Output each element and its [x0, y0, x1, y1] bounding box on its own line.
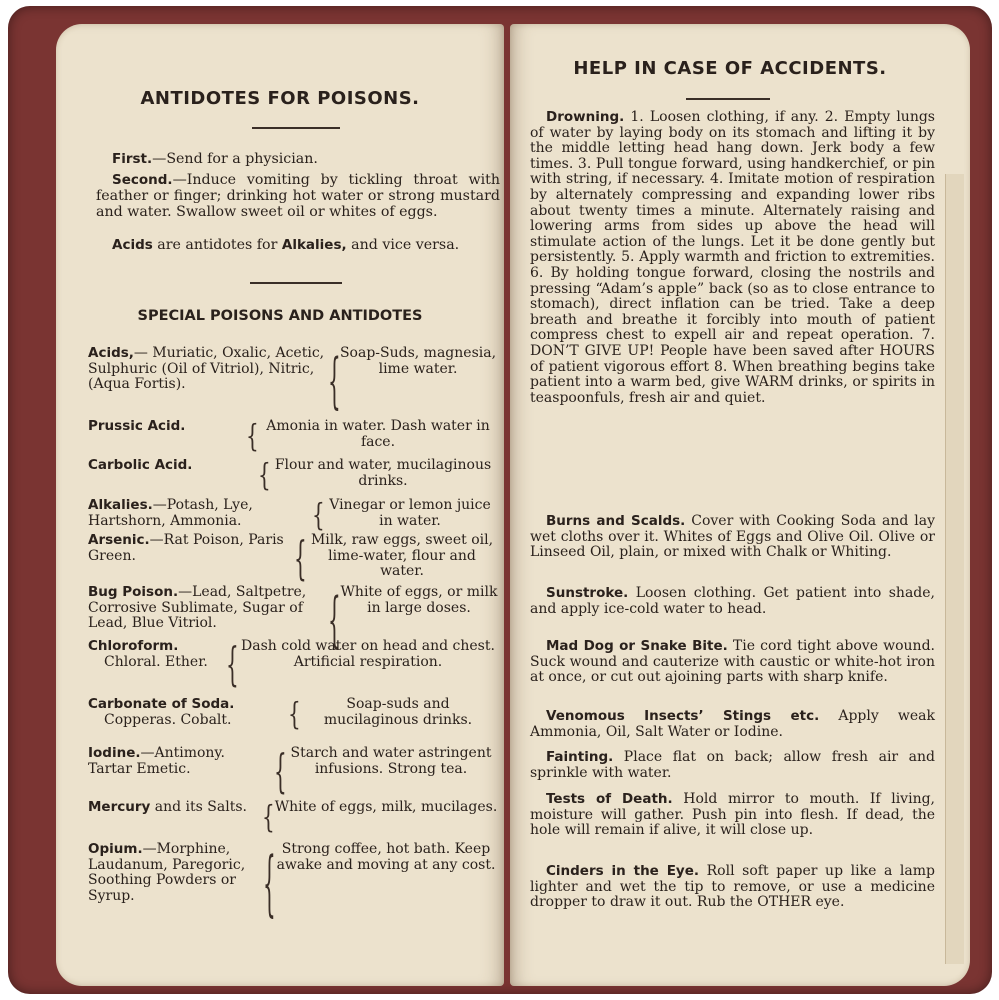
- first-paragraph: [112, 152, 500, 168]
- accident-text: Tie cord tight above wound. Suck wound and cauterize with caustic or white-hot iron at once, or cut out ajoining parts with sharp knife.: [530, 638, 935, 686]
- poison-subtypes: —Antimony. Tartar Emetic.: [88, 745, 225, 777]
- poison-heading: Opium.: [88, 841, 143, 857]
- poison-name: [88, 697, 268, 728]
- poison-heading: Acids,: [88, 345, 134, 361]
- poison-subtypes: —Morphine, Laudanum, Paregoric, Soothing Powders or Syrup.: [88, 841, 246, 904]
- brace-icon: {: [262, 798, 275, 836]
- poison-name: [88, 746, 266, 777]
- acids-middle-text: are antidotes for: [152, 237, 282, 253]
- poison-name: [88, 458, 238, 474]
- poison-name: [88, 419, 238, 435]
- title-divider: [252, 127, 340, 129]
- brace-icon: {: [328, 344, 341, 416]
- poison-heading: Chloroform.: [88, 638, 179, 654]
- brace-icon: {: [226, 637, 239, 692]
- brace-icon: {: [328, 583, 341, 655]
- accident-heading: Fainting.: [546, 749, 614, 765]
- poison-heading: Alkalies.: [88, 497, 153, 513]
- poison-subtypes: Copperas. Cobalt.: [104, 711, 232, 728]
- antidote-text: Soap-suds and mucilaginous drinks.: [323, 696, 473, 728]
- brace-icon: {: [258, 456, 271, 494]
- accident-heading: Drowning.: [546, 109, 625, 125]
- poison-heading: Iodine.: [88, 745, 141, 761]
- poison-heading: Arsenic.: [88, 532, 150, 548]
- poison-name: [88, 346, 328, 393]
- accident-heading: Tests of Death.: [546, 791, 673, 807]
- accident-heading: Venomous Insects’ Stings etc.: [546, 708, 820, 724]
- acids-heading: Acids: [112, 237, 153, 253]
- acids-paragraph: [96, 238, 500, 254]
- poison-subtypes: —Potash, Lye, Hartshorn, Ammonia.: [88, 497, 253, 529]
- accident-text: Cover with Cooking Soda and lay wet cloths over it. Whites of Eggs and Olive Oil. Olive or Linseed Oil, plain, or mixed with Chalk or Whiting.: [530, 513, 935, 561]
- poison-name: [88, 800, 248, 816]
- book-cover: [8, 6, 992, 994]
- antidote-text: Amonia in water. Dash water in face.: [266, 418, 490, 450]
- poison-heading: Prussic Acid.: [88, 418, 186, 434]
- right-title-divider: [686, 98, 770, 100]
- antidote-text: Starch and water astringent infusions. Strong tea.: [290, 745, 492, 777]
- accident-section: [530, 709, 935, 740]
- antidote-text: Milk, raw eggs, sweet oil, lime-water, flour and water.: [310, 532, 494, 579]
- left-page-title: ANTIDOTES FOR POISONS.: [140, 88, 420, 109]
- alkalies-heading: Alkalies,: [281, 237, 347, 253]
- section-divider: [250, 282, 342, 284]
- accident-section: [530, 864, 935, 911]
- antidote-text: Flour and water, mucilaginous drinks.: [274, 457, 492, 489]
- poison-subtypes: Chloral. Ether.: [104, 653, 208, 670]
- first-text: —Send for a physician.: [152, 151, 318, 167]
- accident-text: Loosen clothing. Get patient into shade, and apply ice-cold water to head.: [530, 585, 935, 617]
- accident-section: [530, 514, 935, 561]
- poison-name: [88, 585, 324, 632]
- accident-text: Place flat on back; allow fresh air and sprinkle with water.: [530, 749, 935, 781]
- poison-name: [88, 533, 298, 564]
- poison-name: [88, 639, 218, 670]
- special-poisons-title: SPECIAL POISONS AND ANTIDOTES: [137, 308, 423, 324]
- accident-text: Hold mirror to mouth. If living, moisture will gather. Push pin into flesh. If dead, the hole will remain if alive, it will close up.: [530, 791, 936, 839]
- second-heading: Second.: [112, 172, 173, 188]
- accident-section: [530, 750, 935, 781]
- second-paragraph: [96, 173, 500, 220]
- poison-subtypes: and its Salts.: [150, 799, 247, 815]
- acids-end-text: and vice versa.: [346, 237, 460, 253]
- accident-section: [530, 792, 935, 839]
- brace-icon: {: [246, 417, 259, 455]
- antidote-text: Strong coffee, hot bath. Keep awake and moving at any cost.: [276, 841, 496, 873]
- right-page-title: HELP IN CASE OF ACCIDENTS.: [573, 58, 887, 79]
- antidote-text: White of eggs, or milk in large doses.: [340, 584, 498, 616]
- antidote-text: Soap-Suds, magnesia, lime water.: [339, 345, 497, 377]
- poison-heading: Mercury: [88, 799, 151, 815]
- accident-text: Apply weak Ammonia, Oil, Salt Water or Iodine.: [530, 708, 935, 740]
- antidote-text: Dash cold water on head and chest. Artificial respiration.: [241, 638, 495, 670]
- poison-heading: Carbolic Acid.: [88, 457, 193, 473]
- brace-icon: {: [312, 496, 325, 534]
- left-page: [56, 24, 504, 986]
- antidote-text: White of eggs, milk, mucilages.: [274, 799, 498, 815]
- poison-subtypes: —Lead, Saltpetre, Corrosive Sublimate, Sugar of Lead, Blue Vitriol.: [88, 584, 307, 631]
- accident-section: [530, 586, 935, 617]
- right-page: [510, 24, 970, 986]
- poison-heading: Carbonate of Soda.: [88, 696, 235, 712]
- accident-heading: Mad Dog or Snake Bite.: [546, 638, 728, 654]
- poison-name: [88, 842, 258, 904]
- brace-icon: {: [294, 531, 307, 586]
- accident-heading: Cinders in the Eye.: [546, 863, 700, 879]
- brace-icon: {: [263, 840, 276, 926]
- poison-name: [88, 498, 310, 529]
- poison-subtypes: —Rat Poison, Paris Green.: [88, 532, 284, 564]
- accident-section: [530, 110, 935, 406]
- first-heading: First.: [112, 151, 153, 167]
- brace-icon: {: [288, 695, 301, 733]
- accident-heading: Burns and Scalds.: [546, 513, 686, 529]
- second-text: —Induce vomiting by tickling throat with feather or finger; drinking hot water or strong mustard and water. Swallow sweet oil or whites of eggs.: [96, 172, 500, 220]
- accident-heading: Sunstroke.: [546, 585, 629, 601]
- page-edge-strip: [945, 174, 964, 964]
- accident-text: 1. Loosen clothing, if any. 2. Empty lungs of water by laying body on its stomach and lifting it by the middle letting head hang down. Jerk body a few times. 3. Pull tongue forward, using handkerchief, or pin with string, if necessary. 4. Imitate motion of respiration by alternately compressing and expanding lower ribs about twenty times a minute. Alternately raising and lowering arms from sides up above the head will stimulate action of the lungs. Let it be done gently but persistently. 5. Apply warmth and friction to extremities. 6. By holding tongue forward, closing the nostrils and pressing “Adam’s apple” back (so as to close entrance to stomach), direct inflation can be tried. Take a deep breath and breathe it forcibly into mouth of patient compress chest to expell air and repeat operation. 7. DON’T GIVE UP! People have been saved after HOURS of patient vigorous effort 8. When breathing begins take patient into a warm bed, give WARM drinks, or spirits in teaspoonfuls, fresh air and quiet.: [530, 109, 935, 406]
- poison-heading: Bug Poison.: [88, 584, 179, 600]
- antidote-text: Vinegar or lemon juice in water.: [329, 497, 491, 529]
- brace-icon: {: [274, 744, 287, 799]
- accident-section: [530, 639, 935, 686]
- poison-subtypes: — Muriatic, Oxalic, Acetic, Sulphuric (Oil of Vitriol), Nitric, (Aqua Fortis).: [88, 345, 325, 392]
- accident-text: Roll soft paper up like a lamp lighter and wet the tip to remove, or use a medicine dropper to draw it out. Rub the OTHER eye.: [530, 863, 935, 911]
